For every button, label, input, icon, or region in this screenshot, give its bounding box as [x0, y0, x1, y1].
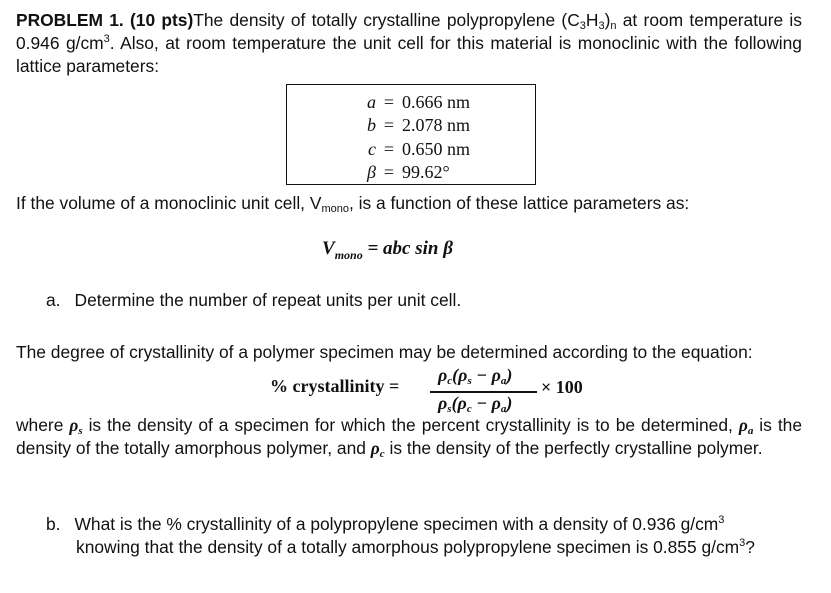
volume-equation: $V_{mono}$ = abc sin β — [322, 238, 453, 262]
crystallinity-intro: The degree of crystallinity of a polymer specimen may be determined according to the equation: — [16, 342, 753, 362]
part-b-question-line1: b. What is the % crystallinity of a polypropylene specimen with a density of 0.936 $g/cm^3$ — [46, 514, 725, 534]
crystallinity-lhs: % crystallinity = — [270, 376, 400, 396]
intro-text: The density of totally crystalline polypropylene (C — [193, 10, 580, 30]
part-b-marker: b. — [46, 514, 61, 534]
lattice-param-beta: β = 99.62° — [367, 162, 450, 182]
problem-heading: PROBLEM 1. (10 pts) — [16, 10, 194, 30]
where-definitions: where $\rho_s$ is the density of a specimen for which the percent crystallinity is to be determined, $\rho_a$ is the density of the totally amorphous polymer, and $\rho_c$ is the density of the perfectly crystalline polymer. — [16, 415, 802, 460]
part-b-question-line2: knowing that the density of a totally amorphous polypropylene specimen is 0.855 $g/cm^3$? — [76, 537, 755, 557]
problem-statement: PROBLEM 1. (10 pts)The density of totally crystalline polypropylene $(C_3H_3)_n$ at room temperature is 0.946 $g/cm^3$. Also, at room temperature the unit cell for this material is monoclinic with the following lattice parameters: — [16, 10, 802, 76]
times-100: × 100 — [541, 377, 583, 397]
lattice-param-c: c = 0.650 nm — [368, 139, 471, 159]
part-a-question: a. Determine the number of repeat units per unit cell. — [46, 290, 462, 310]
volume-statement: If the volume of a monoclinic unit cell, $V_{mono}$, is a function of these lattice parameters as: — [16, 193, 690, 215]
fraction-numerator: $\rho_c(\rho_s - \rho_a)$ — [438, 365, 513, 387]
fraction-denominator: $\rho_s(\rho_c - \rho_a)$ — [438, 393, 513, 415]
lattice-param-a: a = 0.666 nm — [367, 92, 471, 112]
lattice-param-b: b = 2.078 nm — [367, 115, 471, 135]
part-a-marker: a. — [46, 290, 61, 310]
